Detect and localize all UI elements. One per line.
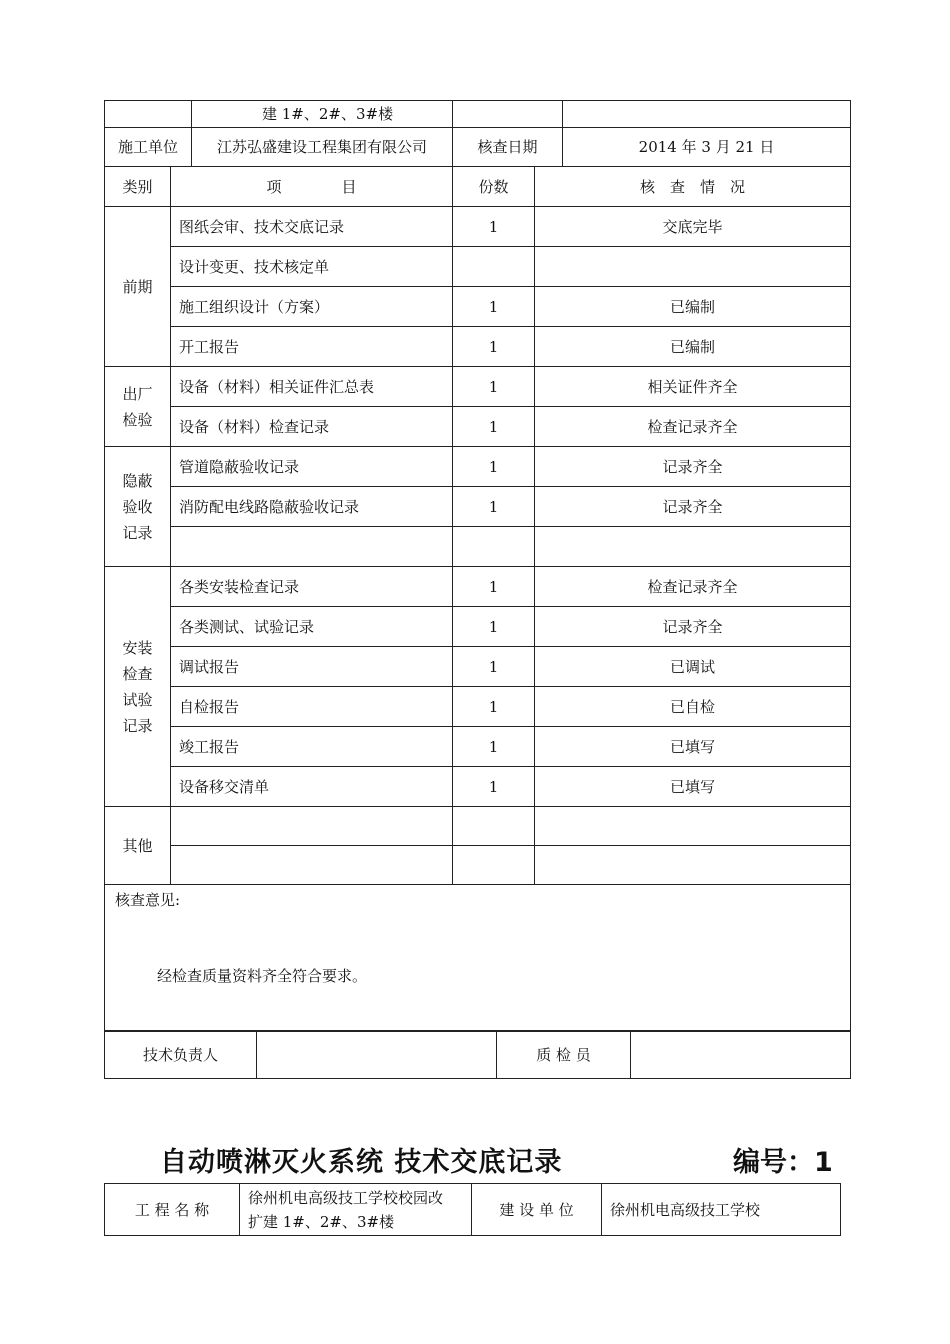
category-cell	[105, 367, 171, 447]
item-cell: 设备（材料）检查记录	[171, 407, 453, 447]
status-cell: 已填写	[535, 767, 851, 807]
status-cell: 记录齐全	[535, 607, 851, 647]
copies-cell	[453, 846, 535, 885]
item-cell: 调试报告	[171, 647, 453, 687]
copies-cell: 1	[453, 727, 535, 767]
project-name-line: 徐州机电高级技工学校校园改	[248, 1188, 444, 1207]
table-row	[105, 247, 851, 287]
status-cell: 交底完毕	[535, 207, 851, 247]
second-record-title: 自动喷淋灭火系统 技术交底记录	[160, 1147, 563, 1178]
status-cell: 记录齐全	[535, 447, 851, 487]
category-line: 检验	[122, 410, 153, 429]
copies-cell: 1	[453, 207, 535, 247]
project-name-tail: 建 1#、2#、3#楼	[192, 101, 453, 128]
table-row	[105, 807, 851, 846]
header-status: 核 查 情 况	[535, 167, 851, 207]
table-row	[105, 767, 851, 807]
project-name-label: 工 程 名 称	[105, 1184, 240, 1236]
category-line: 隐蔽	[122, 471, 153, 490]
project-info-table	[104, 1183, 841, 1236]
table-row	[105, 607, 851, 647]
header-empty-cell	[453, 101, 563, 128]
category-line: 验收	[122, 497, 153, 516]
category-line: 记录	[122, 523, 153, 542]
table-row	[105, 447, 851, 487]
item-cell: 施工组织设计（方案）	[171, 287, 453, 327]
status-cell: 检查记录齐全	[535, 407, 851, 447]
category-line: 检查	[122, 664, 153, 683]
table-row	[105, 487, 851, 527]
header-empty-cell	[563, 101, 851, 128]
category-line: 试验	[122, 690, 153, 709]
check-date-value: 2014 年 3 月 21 日	[563, 128, 851, 167]
builder-value: 徐州机电高级技工学校	[602, 1184, 841, 1236]
tech-lead-label: 技术负责人	[105, 1031, 257, 1079]
status-cell	[535, 527, 851, 567]
item-cell: 设备（材料）相关证件汇总表	[171, 367, 453, 407]
check-items-table	[104, 166, 851, 1032]
category-line: 出厂	[122, 384, 153, 403]
record-header-table	[104, 100, 851, 167]
item-cell	[171, 807, 453, 846]
item-cell: 消防配电线路隐蔽验收记录	[171, 487, 453, 527]
constructor-label: 施工单位	[105, 128, 192, 167]
table-row	[105, 407, 851, 447]
copies-cell: 1	[453, 647, 535, 687]
status-cell: 相关证件齐全	[535, 367, 851, 407]
item-cell: 竣工报告	[171, 727, 453, 767]
status-cell	[535, 846, 851, 885]
copies-cell: 1	[453, 567, 535, 607]
header-category: 类别	[105, 167, 171, 207]
item-cell: 各类测试、试验记录	[171, 607, 453, 647]
copies-cell: 1	[453, 407, 535, 447]
category-cell: 前期	[105, 207, 171, 367]
opinion-label: 核查意见:	[115, 891, 181, 909]
status-cell	[535, 247, 851, 287]
item-cell: 设备移交清单	[171, 767, 453, 807]
item-cell: 开工报告	[171, 327, 453, 367]
table-row	[105, 287, 851, 327]
copies-cell	[453, 527, 535, 567]
copies-cell: 1	[453, 687, 535, 727]
copies-cell	[453, 247, 535, 287]
status-cell: 已自检	[535, 687, 851, 727]
copies-cell: 1	[453, 487, 535, 527]
copies-cell	[453, 807, 535, 846]
copies-cell: 1	[453, 287, 535, 327]
status-cell: 已编制	[535, 327, 851, 367]
signature-table	[104, 1030, 851, 1079]
category-cell	[105, 567, 171, 807]
opinion-cell	[105, 885, 851, 1032]
status-cell: 已调试	[535, 647, 851, 687]
check-date-label: 核查日期	[453, 128, 563, 167]
table-row	[105, 846, 851, 885]
table-row	[105, 687, 851, 727]
second-record-number: 编号：1	[733, 1147, 833, 1178]
header-item: 项 目	[171, 167, 453, 207]
table-row	[105, 527, 851, 567]
table-row	[105, 327, 851, 367]
item-cell	[171, 527, 453, 567]
status-cell: 已填写	[535, 727, 851, 767]
copies-cell: 1	[453, 447, 535, 487]
inspector-label: 质 检 员	[497, 1031, 631, 1079]
item-cell: 设计变更、技术核定单	[171, 247, 453, 287]
builder-label: 建 设 单 位	[472, 1184, 602, 1236]
table-row	[105, 367, 851, 407]
table-row	[105, 647, 851, 687]
category-line: 安装	[122, 638, 153, 657]
item-cell: 图纸会审、技术交底记录	[171, 207, 453, 247]
project-name-value	[240, 1184, 472, 1236]
opinion-text: 经检查质量资料齐全符合要求。	[157, 967, 368, 985]
category-cell	[105, 447, 171, 567]
copies-cell: 1	[453, 327, 535, 367]
tech-lead-signature	[257, 1031, 497, 1079]
table-row	[105, 207, 851, 247]
status-cell	[535, 807, 851, 846]
status-cell: 已编制	[535, 287, 851, 327]
status-cell: 记录齐全	[535, 487, 851, 527]
item-cell	[171, 846, 453, 885]
category-cell: 其他	[105, 807, 171, 885]
inspector-signature	[631, 1031, 851, 1079]
copies-cell: 1	[453, 767, 535, 807]
constructor-value: 江苏弘盛建设工程集团有限公司	[192, 128, 453, 167]
table-row	[105, 727, 851, 767]
status-cell: 检查记录齐全	[535, 567, 851, 607]
item-cell: 各类安装检查记录	[171, 567, 453, 607]
table-row	[105, 567, 851, 607]
copies-cell: 1	[453, 607, 535, 647]
header-empty-cell	[105, 101, 192, 128]
item-cell: 自检报告	[171, 687, 453, 727]
header-copies: 份数	[453, 167, 535, 207]
copies-cell: 1	[453, 367, 535, 407]
opinion-row	[105, 885, 851, 1032]
category-line: 记录	[122, 716, 153, 735]
project-name-line: 扩建 1#、2#、3#楼	[248, 1212, 395, 1231]
item-cell: 管道隐蔽验收记录	[171, 447, 453, 487]
